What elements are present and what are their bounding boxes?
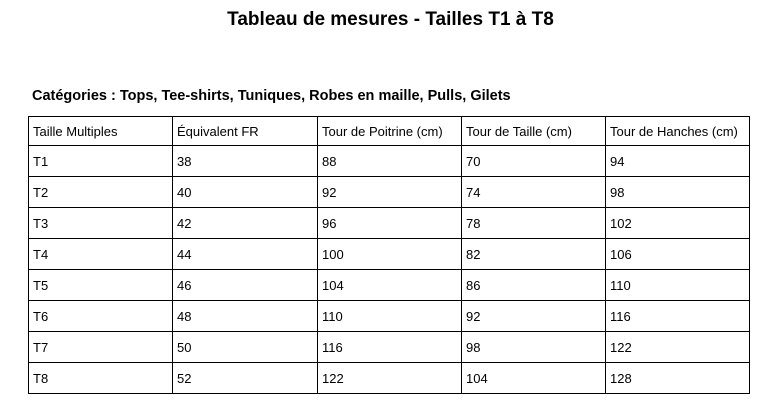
table-cell: 50 bbox=[173, 332, 318, 363]
table-row bbox=[29, 239, 750, 270]
table-cell: T4 bbox=[29, 239, 173, 270]
table-cell: 106 bbox=[606, 239, 750, 270]
table-cell: T8 bbox=[29, 363, 173, 394]
header-cell: Tour de Poitrine (cm) bbox=[318, 117, 462, 146]
table-cell: 100 bbox=[318, 239, 462, 270]
header-cell: Équivalent FR bbox=[173, 117, 318, 146]
table-cell: T1 bbox=[29, 146, 173, 177]
table-cell: T6 bbox=[29, 301, 173, 332]
table-cell: 46 bbox=[173, 270, 318, 301]
table-cell: 88 bbox=[318, 146, 462, 177]
table-row bbox=[29, 270, 750, 301]
table-cell: 128 bbox=[606, 363, 750, 394]
table-cell: 96 bbox=[318, 208, 462, 239]
table-cell: 92 bbox=[462, 301, 606, 332]
table-cell: 40 bbox=[173, 177, 318, 208]
header-row bbox=[29, 117, 750, 146]
table-row bbox=[29, 208, 750, 239]
table-row bbox=[29, 301, 750, 332]
table-cell: 70 bbox=[462, 146, 606, 177]
table-cell: 78 bbox=[462, 208, 606, 239]
header-cell: Tour de Hanches (cm) bbox=[606, 117, 750, 146]
table-cell: T2 bbox=[29, 177, 173, 208]
header-cell: Tour de Taille (cm) bbox=[462, 117, 606, 146]
size-chart-table bbox=[28, 116, 750, 394]
table-cell: 48 bbox=[173, 301, 318, 332]
page-title: Tableau de mesures - Tailles T1 à T8 bbox=[227, 9, 554, 30]
table-cell: 116 bbox=[318, 332, 462, 363]
table-row bbox=[29, 363, 750, 394]
table-cell: 110 bbox=[606, 270, 750, 301]
table-cell: 86 bbox=[462, 270, 606, 301]
table-cell: 102 bbox=[606, 208, 750, 239]
table-cell: 92 bbox=[318, 177, 462, 208]
table-cell: 116 bbox=[606, 301, 750, 332]
header-cell: Taille Multiples bbox=[29, 117, 173, 146]
table-cell: 98 bbox=[606, 177, 750, 208]
table-row bbox=[29, 177, 750, 208]
table-cell: 110 bbox=[318, 301, 462, 332]
table-cell: T7 bbox=[29, 332, 173, 363]
table-body bbox=[29, 146, 750, 394]
table-row bbox=[29, 332, 750, 363]
table-cell: T3 bbox=[29, 208, 173, 239]
table-cell: 42 bbox=[173, 208, 318, 239]
table-cell: 104 bbox=[318, 270, 462, 301]
table-cell: 52 bbox=[173, 363, 318, 394]
table-cell: 122 bbox=[318, 363, 462, 394]
table-cell: 94 bbox=[606, 146, 750, 177]
table-header bbox=[29, 117, 750, 146]
table-cell: 74 bbox=[462, 177, 606, 208]
table-cell: T5 bbox=[29, 270, 173, 301]
table-cell: 82 bbox=[462, 239, 606, 270]
table-cell: 98 bbox=[462, 332, 606, 363]
table-cell: 44 bbox=[173, 239, 318, 270]
table-row bbox=[29, 146, 750, 177]
table-cell: 122 bbox=[606, 332, 750, 363]
categories-subtitle: Catégories : Tops, Tee-shirts, Tuniques, Robes en maille, Pulls, Gilets bbox=[32, 88, 511, 104]
table-cell: 104 bbox=[462, 363, 606, 394]
table-cell: 38 bbox=[173, 146, 318, 177]
